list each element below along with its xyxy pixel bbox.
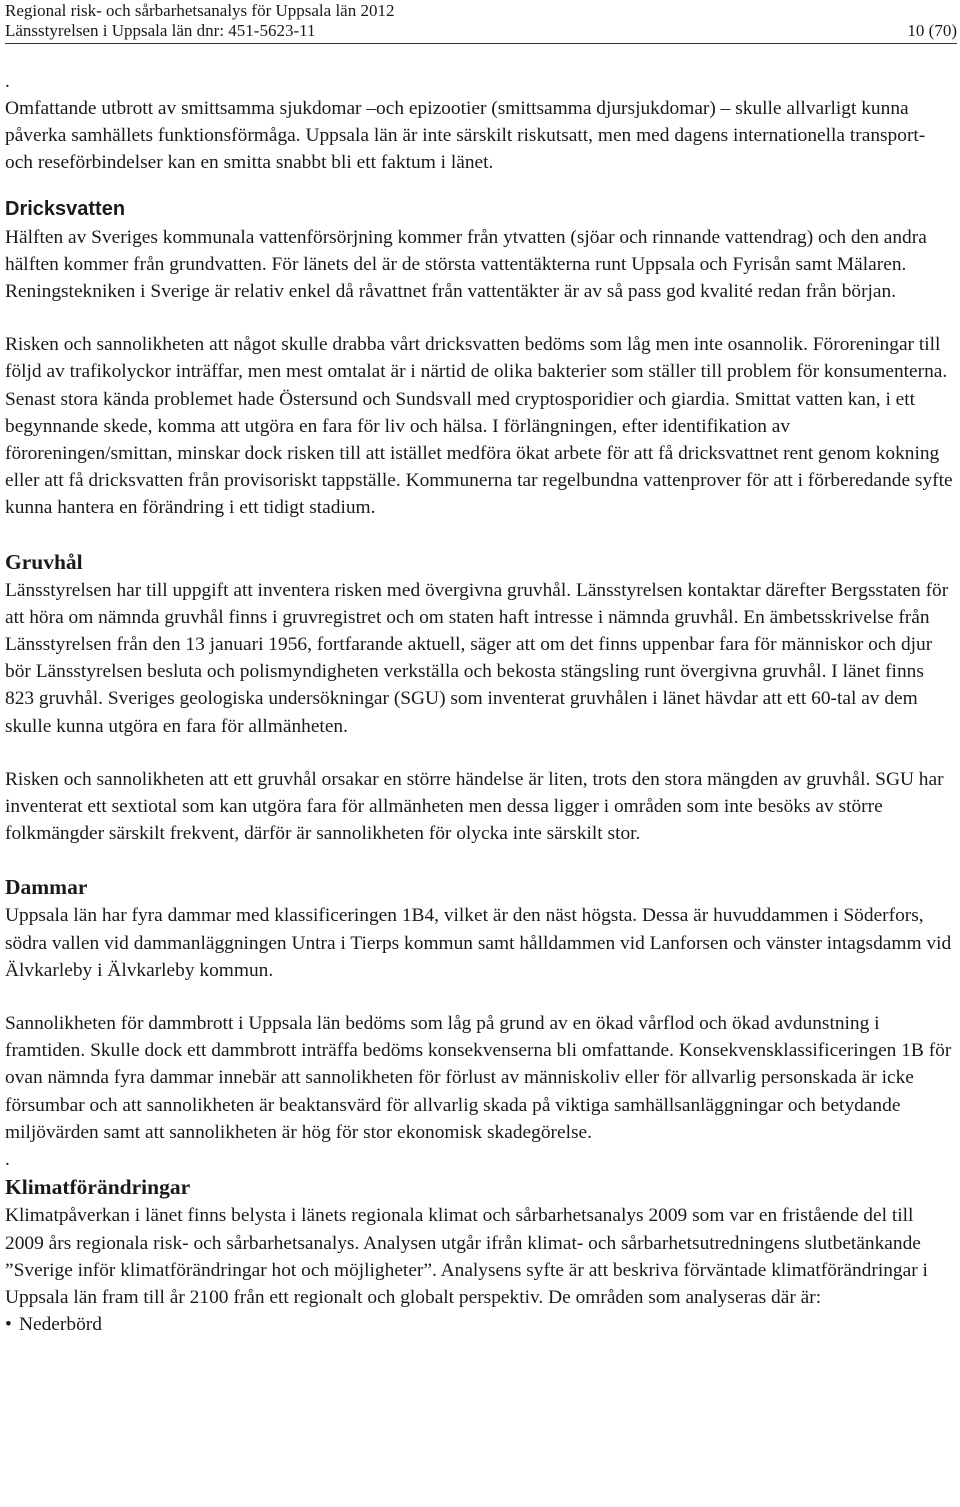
- dricksvatten-paragraph-2: Risken och sannolikheten att något skulle drabba vårt dricksvatten bedöms som låg men inte osannolik. Föroreningar till följd av trafikolyckor inträffar, men mest omtalat är i närtid de olika bakterier som ställer till problem för konsumenterna. Senast stora kända problemet hade Östersund och Sundsvall med cryptosporidier och giardia. Smittat vatten kan, i ett begynnande skede, komma att utgöra en fara för liv och hälsa. I förlängningen, efter identifikation av föroreningen/smittan, minskar dock risken till att istället medföra ökat arbete för att få dricksvattnet rent genom kokning eller att få dricksvatten från provisoriskt tappställe. Kommunerna tar regelbundna vattenprover för att i förberedande syfte kunna hantera en förändring i ett tidigt stadium.: [5, 334, 953, 519]
- document-body: [5, 68, 957, 1338]
- document-reference: Länsstyrelsen i Uppsala län dnr: 451-5623-11: [5, 21, 316, 40]
- separator-dot: .: [5, 1149, 10, 1171]
- gruvhal-paragraph-1: Länsstyrelsen har till uppgift att inventera risken med övergivna gruvhål. Länsstyrelsen kontaktar därefter Bergsstaten för att höra om nämnda gruvhål finns i gruvregistret och om staten haft intresse i nämnda gruvhål. En ämbetsskrivelse från Länsstyrelsen från den 13 januari 1956, fortfarande aktuell, säger att om det finns uppenbar fara för människor och djur bör Länsstyrelsen besluta och polismyndigheten verkställa och bekosta stängsling runt övergivna gruvhål. I länet finns 823 gruvhål. Sveriges geologiska undersökningar (SGU) som inventerat gruvhålen i länet hävdar att ett 60-tal av dem skulle kunna utgöra en fara för allmänheten.: [5, 579, 949, 737]
- dricksvatten-paragraph-1: Hälften av Sveriges kommunala vattenförsörjning kommer från ytvatten (sjöar och rinnande vattendrag) och den andra hälften kommer från grundvatten. För länets del är de största vattentäkterna runt Uppsala och Fyrisån samt Mälaren. Reningstekniken i Sverige är relativ enkel då råvattnet från vattentäkter är av så pass god kvalité redan från början.: [5, 226, 927, 303]
- dammar-paragraph-1: Uppsala län har fyra dammar med klassificeringen 1B4, vilket är den näst högsta. Dessa är huvuddammen i Söderfors, södra vallen vid dammanläggningen Untra i Tierps kommun samt hålldammen vid Lanforsen och vänster intagsdamm vid Älvkarleby i Älvkarleby kommun.: [5, 905, 952, 981]
- section-heading-dammar: Dammar: [5, 875, 88, 900]
- section-heading-dricksvatten: Dricksvatten: [5, 197, 126, 220]
- dammar-paragraph-2: Sannolikheten för dammbrott i Uppsala län bedöms som låg på grund av en ökad vårflod och ökad avdunstning i framtiden. Skulle dock ett dammbrott inträffa bedöms konsekvenserna bli omfattande. Konsekvensklassificeringen 1B för ovan nämnda fyra dammar innebär att sannolikheten för förlust av människoliv eller för allvarlig personskada är icke försumbar och att sannolikheten är beaktansvärd för allvarlig skada på viktiga samhällsanläggningar och betydande miljövärden samt att sannolikheten är hög för stor ekonomisk skadegörelse.: [5, 1013, 952, 1143]
- page-number: 10 (70): [907, 21, 957, 40]
- page-header: [5, 0, 957, 46]
- section-heading-klimatforandringar: Klimatförändringar: [5, 1175, 191, 1200]
- klimat-areas-list: [5, 1311, 957, 1338]
- gruvhal-paragraph-2: Risken och sannolikheten att ett gruvhål orsakar en större händelse är liten, trots den stora mängden av gruvhål. SGU har inventerat ett sextiotal som kan utgöra fara för allmänheten men dessa ligger i områden som inte besöks av större folkmängder särskilt frekvent, därför är sannolikheten för olycka inte särskilt stor.: [5, 768, 944, 845]
- intro-paragraph: Omfattande utbrott av smittsamma sjukdomar –och epizootier (smittsamma djursjukdomar) – skulle allvarligt kunna påverka samhällets funktionsförmåga. Uppsala län är inte särskilt riskutsatt, men med dagens internationella transport- och reseförbindelser kan en smitta snabbt bli ett faktum i länet.: [5, 98, 926, 174]
- leading-dot: .: [5, 71, 10, 92]
- document-page: [5, 0, 957, 1338]
- list-item: • Nederbörd: [5, 1311, 957, 1338]
- document-title: Regional risk- och sårbarhetsanalys för Uppsala län 2012: [5, 1, 395, 20]
- section-heading-gruvhal: Gruvhål: [5, 549, 83, 574]
- klimat-paragraph-1: Klimatpåverkan i länet finns belysta i länets regionala klimat och sårbarhetsanalys 2009 som var en fristående del till 2009 års regionala risk- och sårbarhetsanalys. Analysen utgår ifrån klimat- och sårbarhetsutredningens slutbetänkande ”Sverige inför klimatförändringar hot och möjligheter”. Analysens syfte är att beskriva förväntade klimatförändringar i Uppsala län fram till år 2100 från ett regionalt och globalt perspektiv. De områden som analyseras där är:: [5, 1205, 928, 1308]
- header-divider: [5, 43, 957, 44]
